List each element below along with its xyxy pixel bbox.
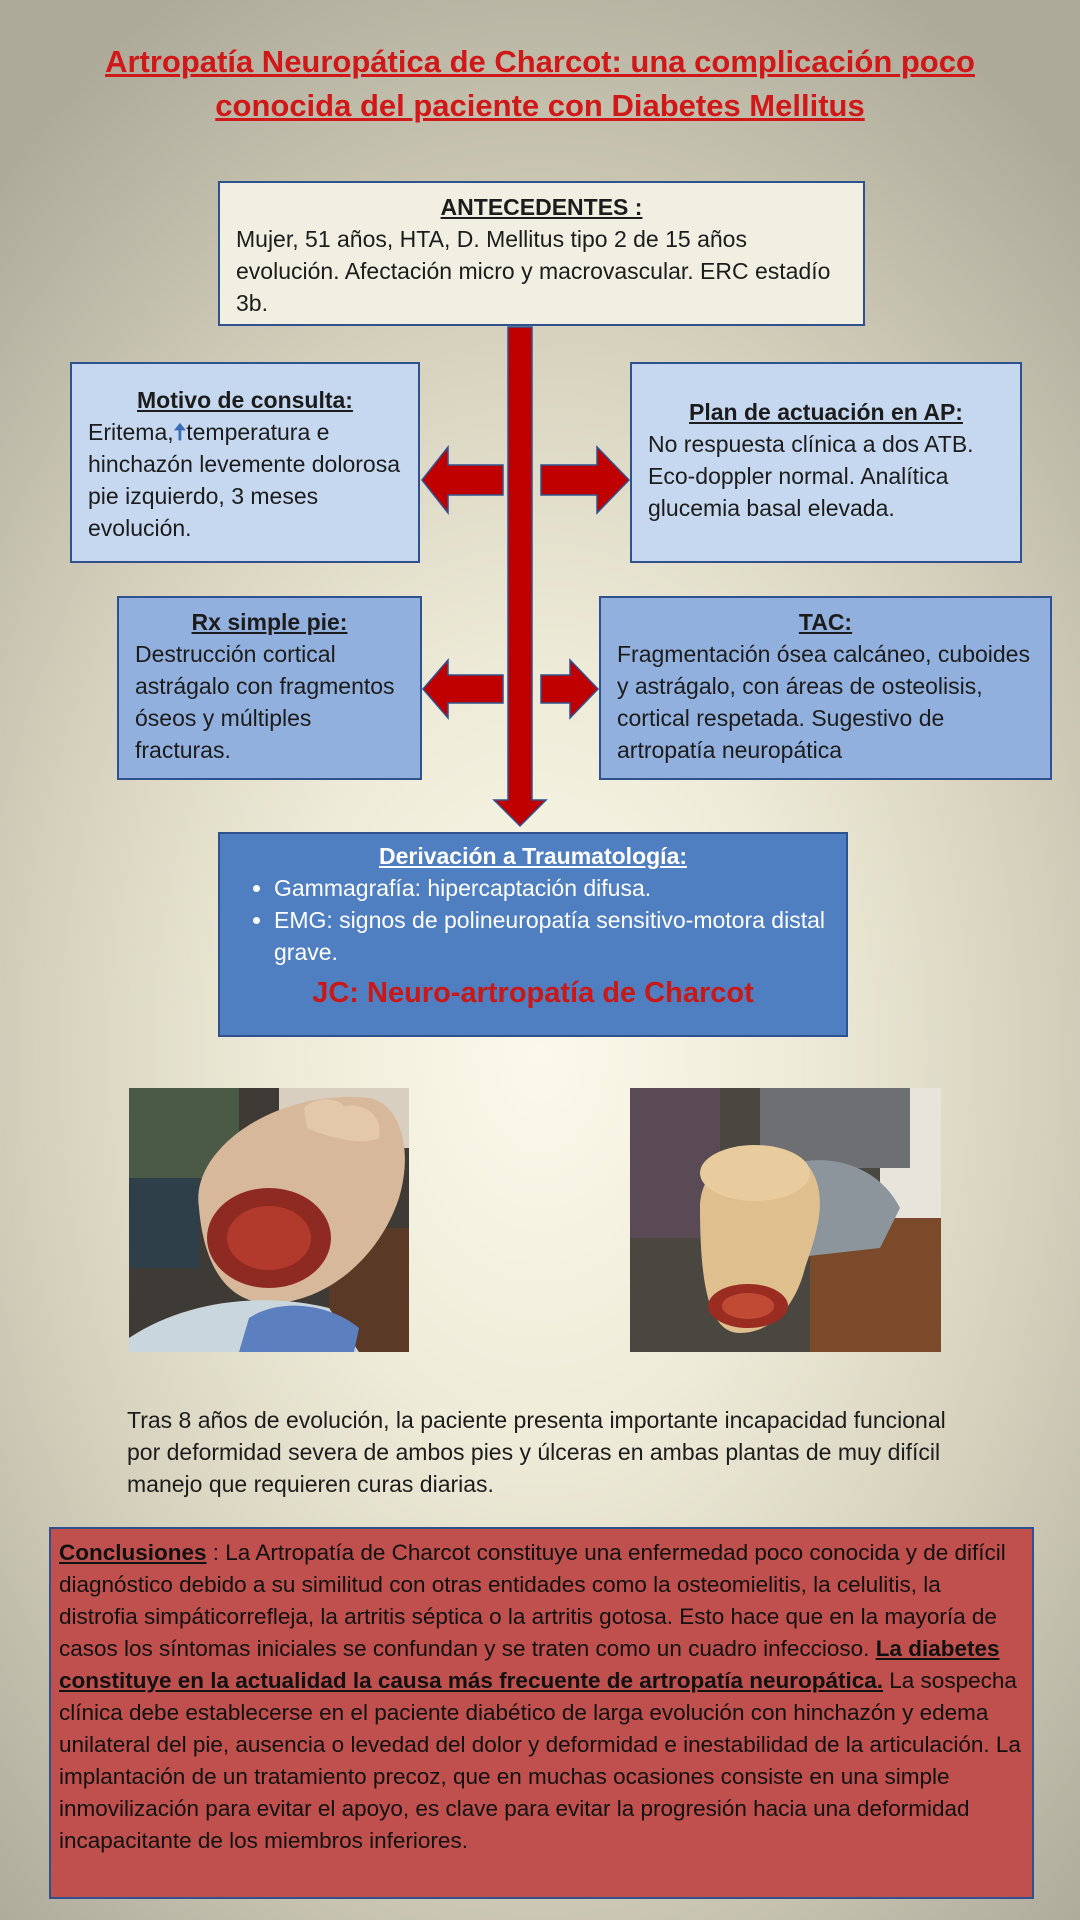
antecedentes-box: [218, 181, 865, 326]
right-arrow-upper: [541, 447, 629, 513]
left-arrow-lower: [423, 660, 503, 718]
derivacion-box: [218, 832, 848, 1037]
foot-ulcer-photo-left: [129, 1088, 409, 1352]
derivacion-item-gammagrafia: • Gammagrafía: hipercaptación difusa.: [274, 872, 832, 904]
foot-ulcer-photo-right: [630, 1088, 941, 1352]
rx-heading: Rx simple pie:: [191, 609, 348, 635]
conclusiones-box: [49, 1527, 1034, 1899]
conclusiones-text: [59, 1537, 1024, 1857]
tac-box: [599, 596, 1052, 780]
conclusiones-lead: Conclusiones: [59, 1540, 207, 1565]
rx-text: Destrucción cortical astrágalo con fragmentos óseos y múltiples fracturas.: [135, 641, 395, 763]
motivo-consulta-box: [70, 362, 420, 563]
tac-text: Fragmentación ósea calcáneo, cuboides y astrágalo, con áreas de osteolisis, cortical respetada. Sugestivo de artropatía neuropática: [617, 641, 1030, 763]
rx-simple-box: [117, 596, 422, 780]
derivacion-heading: Derivación a Traumatología:: [378, 843, 688, 869]
right-arrow-lower: [541, 660, 598, 718]
up-arrow-icon: 🠅: [173, 419, 187, 445]
diagnosis-text: JC: Neuro-artropatía de Charcot: [312, 977, 754, 1009]
evolution-paragraph: Tras 8 años de evolución, la paciente presenta importante incapacidad funcional por deformidad severa de ambos pies y úlceras en ambas plantas de muy difícil manejo que requieren curas diarias.: [127, 1407, 946, 1497]
conclusiones-emphasis: La diabetes constituye en la actualidad la causa más frecuente de artropatía neuropática.: [59, 1636, 1000, 1693]
antecedentes-text: Mujer, 51 años, HTA, D. Mellitus tipo 2 de 15 años evolución. Afectación micro y macrovascular. ERC estadío 3b.: [236, 226, 831, 316]
motivo-text-end: temperatura e hinchazón levemente dolorosa pie izquierdo, 3 meses evolución.: [88, 419, 400, 541]
derivacion-list: [234, 872, 832, 968]
conclusiones-text-part1: : La Artropatía de Charcot constituye una enfermedad poco conocida y de difícil diagnóstico debido a su similitud con otras entidades como la osteomielitis, la celulitis, la distrofia simpáticorrefleja, la artritis séptica o la artritis gotosa. Esto hace que en la mayoría de casos los síntomas iniciales se confundan y se traten como un cuadro infeccioso.: [59, 1540, 1006, 1661]
vertical-down-arrow: [494, 327, 546, 826]
motivo-text: [88, 416, 402, 544]
derivacion-item-emg: • EMG: signos de polineuropatía sensitivo-motora distal grave.: [274, 904, 832, 968]
conclusiones-text-part2: La sospecha clínica debe establecerse en el paciente diabético de larga evolución con hinchazón y edema unilateral del pie, ausencia o levedad del dolor y deformidad e inestabilidad de la articulación. La implantación de un tratamiento precoz, que en muchas ocasiones consiste en una simple inmovilización para evitar el apoyo, es clave para evitar la progresión hacia una deformidad incapacitante de los miembros inferiores.: [59, 1668, 1021, 1853]
antecedentes-heading: ANTECEDENTES :: [440, 194, 643, 220]
motivo-text-start: Eritema,: [88, 419, 174, 445]
motivo-heading: Motivo de consulta:: [137, 387, 353, 413]
plan-text: No respuesta clínica a dos ATB. Eco-doppler normal. Analítica glucemia basal elevada.: [648, 431, 974, 521]
plan-heading: Plan de actuación en AP:: [689, 399, 963, 425]
plan-actuacion-box: [630, 362, 1022, 563]
left-arrow-upper: [422, 447, 503, 513]
tac-heading: TAC:: [798, 609, 853, 635]
poster-title: Artropatía Neuropática de Charcot: una complicación poco conocida del paciente con Diabetes Mellitus: [105, 44, 975, 123]
